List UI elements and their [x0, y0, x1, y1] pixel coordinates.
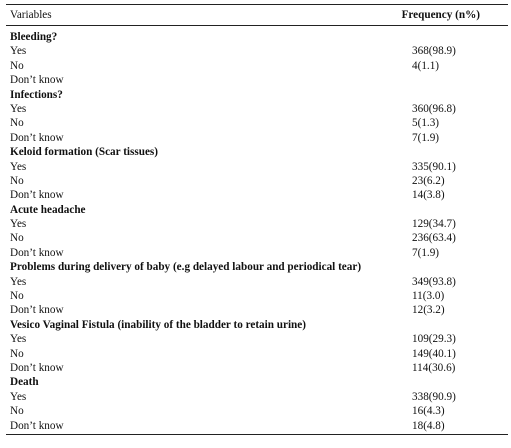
question-row: [6, 375, 508, 389]
answer-label: No: [10, 117, 24, 130]
question-label: Infections?: [10, 88, 63, 101]
frequency-value: 360(96.8): [412, 102, 456, 115]
answer-label: Yes: [10, 102, 27, 115]
answer-row: [6, 217, 508, 231]
question-row: [6, 203, 508, 217]
question-label: Death: [10, 376, 39, 389]
question-row: [6, 88, 508, 102]
frequency-value: 338(90.9): [412, 390, 456, 403]
question-row: [6, 145, 508, 159]
frequency-value: 18(4.8): [412, 419, 445, 432]
answer-row: [6, 419, 508, 433]
answer-label: Don’t know: [10, 419, 64, 432]
answer-row: [6, 332, 508, 346]
data-table: [6, 4, 508, 435]
frequency-value: 12(3.2): [412, 304, 445, 317]
frequency-value: 368(98.9): [412, 45, 456, 58]
question-label: Keloid formation (Scar tissues): [10, 146, 159, 159]
answer-row: [6, 347, 508, 361]
frequency-value: 114(30.6): [412, 361, 456, 374]
answer-label: Don’t know: [10, 189, 64, 202]
answer-row: [6, 289, 508, 303]
question-row: [6, 260, 508, 274]
answer-label: Don’t know: [10, 131, 64, 144]
frequency-value: 129(34.7): [412, 218, 456, 231]
answer-row: [6, 361, 508, 375]
table-bottom-rule: [6, 434, 508, 435]
answer-label: Don’t know: [10, 74, 64, 87]
header-variables: Variables: [10, 8, 52, 21]
answer-label: No: [10, 174, 24, 187]
answer-row: [6, 73, 508, 87]
answer-label: No: [10, 232, 24, 245]
frequency-value: 14(3.8): [412, 189, 445, 202]
frequency-value: 7(1.9): [412, 246, 440, 259]
answer-row: [6, 102, 508, 116]
question-label: Acute headache: [10, 203, 86, 216]
answer-label: Yes: [10, 275, 27, 288]
answer-row: [6, 174, 508, 188]
header-frequency: Frequency (n%): [401, 8, 480, 21]
frequency-value: 7(1.9): [412, 131, 440, 144]
answer-row: [6, 44, 508, 58]
answer-label: Don’t know: [10, 246, 64, 259]
answer-label: No: [10, 59, 24, 72]
frequency-value: 16(4.3): [412, 405, 445, 418]
answer-label: No: [10, 347, 24, 360]
answer-row: [6, 116, 508, 130]
answer-row: [6, 246, 508, 260]
frequency-value: 11(3.0): [412, 290, 445, 303]
question-row: [6, 30, 508, 44]
frequency-value: 4(1.1): [412, 59, 440, 72]
answer-row: [6, 404, 508, 418]
answer-label: Yes: [10, 333, 27, 346]
answer-row: [6, 188, 508, 202]
answer-row: [6, 303, 508, 317]
question-label: Bleeding?: [10, 31, 58, 43]
frequency-value: 236(63.4): [412, 232, 456, 245]
answer-label: Yes: [10, 45, 27, 58]
answer-label: Yes: [10, 390, 27, 403]
answer-row: [6, 275, 508, 289]
frequency-value: 335(90.1): [412, 160, 456, 173]
question-row: [6, 318, 508, 332]
frequency-value: 5(1.3): [412, 117, 440, 130]
answer-label: No: [10, 405, 24, 418]
answer-row: [6, 59, 508, 73]
answer-label: Don’t know: [10, 304, 64, 317]
answer-row: [6, 231, 508, 245]
answer-row: [6, 390, 508, 404]
answer-label: No: [10, 290, 24, 303]
table-header: [6, 5, 508, 25]
answer-label: Yes: [10, 160, 27, 173]
frequency-value: 23(6.2): [412, 174, 445, 187]
question-label: Problems during delivery of baby (e.g delayed labour and periodical tear): [10, 261, 362, 274]
answer-label: Don’t know: [10, 361, 64, 374]
answer-row: [6, 160, 508, 174]
answer-row: [6, 131, 508, 145]
frequency-value: 109(29.3): [412, 333, 456, 346]
frequency-value: 149(40.1): [412, 347, 456, 360]
frequency-value: 349(93.8): [412, 275, 456, 288]
table-body: [6, 26, 508, 434]
question-label: Vesico Vaginal Fistula (inability of the bladder to retain urine): [10, 318, 306, 331]
answer-label: Yes: [10, 218, 27, 231]
